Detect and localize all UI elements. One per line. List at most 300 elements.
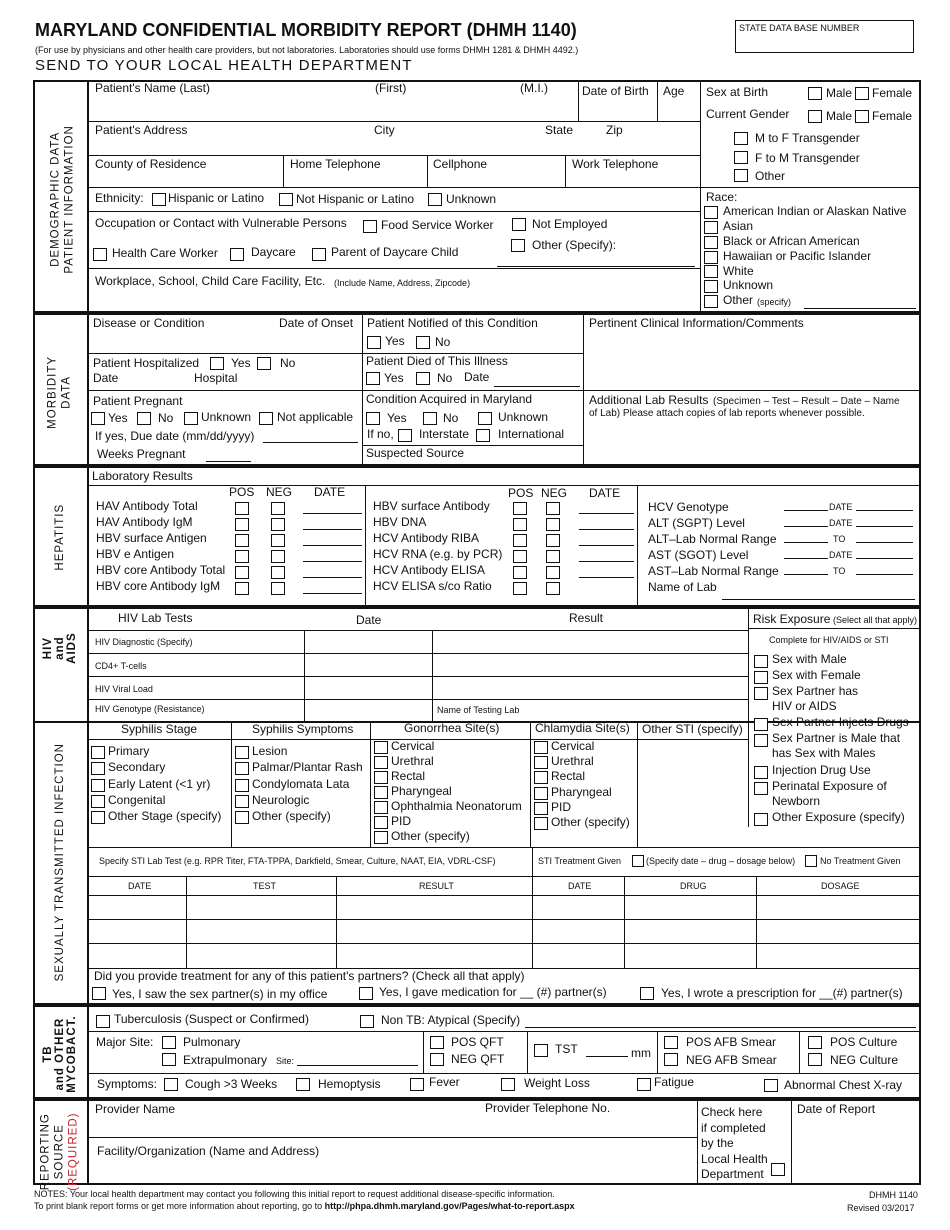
col-test: TEST — [253, 881, 277, 891]
pos-afb-label: POS AFB Smear — [686, 1035, 777, 1049]
hep-to-label: TO — [833, 566, 846, 576]
hospital-label: Hospital — [194, 371, 238, 385]
syphilis-stage-checkbox[interactable] — [91, 746, 105, 759]
chlamydia-site-label: Other (specify) — [551, 815, 630, 829]
risk-exposure-label: Risk Exposure — [753, 612, 831, 626]
hep-value-line[interactable] — [856, 510, 913, 511]
gonorrhea-site-label: Pharyngeal — [391, 784, 452, 798]
specify-lab-label: Specify STI Lab Test (e.g. RPR Titer, FTA-TPPA, Darkfield, Smear, Culture, NAAT, EIA, VDRL-CSF) — [99, 856, 496, 866]
gonorrhea-site-checkbox[interactable] — [374, 756, 388, 769]
pulmonary-checkbox[interactable] — [162, 1036, 176, 1049]
neg-header: NEG — [266, 485, 293, 499]
chlamydia-site-checkbox[interactable] — [534, 802, 548, 815]
gender-male-label: Male — [826, 109, 853, 123]
gender-other-checkbox[interactable] — [734, 169, 748, 182]
occupation-other-label: Other (Specify): — [532, 238, 617, 252]
sex-male-checkbox[interactable] — [808, 87, 822, 100]
died-no-label: No — [437, 371, 453, 385]
neg-afb-checkbox[interactable] — [664, 1053, 678, 1066]
provider-name-label: Provider Name — [95, 1102, 176, 1116]
hep-value-line[interactable] — [784, 510, 828, 511]
chlamydia-site-label: Rectal — [551, 769, 586, 784]
col-date2: DATE — [568, 881, 592, 891]
died-label: Patient Died of This Illness — [366, 354, 508, 368]
state-db-number-field[interactable] — [735, 20, 914, 53]
acquired-yes-checkbox[interactable] — [366, 412, 380, 425]
pregnant-yes-checkbox[interactable] — [91, 412, 105, 425]
footer-url[interactable]: http://phpa.dhmh.maryland.gov/Pages/what-to-report.aspx — [324, 1201, 575, 1211]
daycare-label: Daycare — [251, 245, 296, 259]
hep-neg-checkbox[interactable] — [271, 550, 285, 563]
testing-lab-label: Name of Testing Lab — [437, 705, 520, 715]
risk-option: Other Exposure (specify) — [772, 810, 905, 824]
age-label: Age — [663, 84, 685, 98]
gonorrhea-site-label: PID — [391, 814, 412, 828]
current-gender-label: Current Gender — [706, 107, 790, 121]
chlamydia-site-checkbox[interactable] — [534, 756, 548, 769]
non-tb-label: Non TB: Atypical (Specify) — [381, 1013, 521, 1027]
hep-date-line[interactable] — [303, 577, 362, 578]
fever-label: Fever — [429, 1075, 460, 1089]
hiv-lab-tests-label: HIV Lab Tests — [118, 611, 193, 625]
hiv-row-label: HIV Diagnostic (Specify) — [95, 637, 193, 647]
occupation-label: Occupation or Contact with Vulnerable Persons — [95, 216, 347, 230]
chlamydia-site-label: Urethral — [551, 754, 594, 769]
gender-male-checkbox[interactable] — [808, 110, 822, 123]
chlamydia-site-checkbox[interactable] — [534, 741, 548, 754]
hep-date-line[interactable] — [579, 577, 634, 578]
workplace-note: (Include Name, Address, Zipcode) — [334, 278, 471, 288]
ethnicity-unknown-label: Unknown — [446, 192, 497, 206]
syphilis-stage-checkbox[interactable] — [91, 795, 105, 808]
risk-checkbox[interactable] — [754, 813, 768, 826]
hemoptysis-checkbox[interactable] — [296, 1078, 310, 1091]
died-yes-checkbox[interactable] — [366, 372, 380, 385]
ethnicity-unknown-checkbox[interactable] — [428, 193, 442, 206]
notified-yes-checkbox[interactable] — [367, 336, 381, 349]
hep-neg-checkbox[interactable] — [546, 582, 560, 595]
footer-print — [34, 1201, 575, 1211]
additional-lab-note: (Specimen – Test – Result – Date – Name — [713, 396, 900, 407]
acquired-no-label: No — [443, 411, 459, 425]
hep-pos-checkbox[interactable] — [235, 518, 249, 531]
hcw-checkbox[interactable] — [93, 248, 107, 261]
tuberculosis-checkbox[interactable] — [96, 1015, 110, 1028]
hep-test-label: HCV ELISA s/co Ratio — [373, 579, 492, 593]
acquired-unknown-checkbox[interactable] — [478, 412, 492, 425]
died-no-checkbox[interactable] — [416, 372, 430, 385]
hep-neg-checkbox[interactable] — [546, 550, 560, 563]
partner-prescription-checkbox[interactable] — [640, 987, 654, 1000]
risk-option-cont: HIV or AIDS — [772, 699, 837, 713]
hep-neg-checkbox[interactable] — [546, 518, 560, 531]
no-treatment-checkbox[interactable] — [805, 855, 817, 867]
hep-value-line[interactable] — [784, 558, 828, 559]
gonorrhea-site-label: Cervical — [391, 739, 435, 753]
hep-test-label: HBV surface Antibody — [373, 499, 490, 513]
risk-checkbox[interactable] — [754, 655, 768, 668]
mm-label: mm — [631, 1046, 651, 1060]
disease-label: Disease or Condition — [93, 316, 205, 330]
hospitalized-yes-checkbox[interactable] — [210, 357, 224, 370]
pregnant-na-checkbox[interactable] — [259, 412, 273, 425]
lab-name-line[interactable] — [722, 599, 915, 600]
hep-level-label: Name of Lab — [648, 580, 717, 594]
morbidity-side-label: MORBIDITY DATA — [46, 355, 73, 429]
col-result: RESULT — [419, 881, 454, 891]
non-tb-checkbox[interactable] — [360, 1015, 374, 1028]
col-dosage: DOSAGE — [821, 881, 860, 891]
hep-pos-checkbox[interactable] — [513, 566, 527, 579]
hep-value-line[interactable] — [856, 526, 913, 527]
additional-lab-label: Additional Lab Results — [589, 393, 709, 407]
risk-option-cont: Newborn — [772, 794, 821, 808]
chlamydia-site-label: PID — [551, 799, 572, 814]
neg-culture-label: NEG Culture — [830, 1053, 899, 1067]
race-option: American Indian or Alaskan Native — [723, 204, 907, 218]
not-hispanic-checkbox[interactable] — [279, 193, 293, 206]
syphilis-stage-label: Congenital — [108, 792, 166, 807]
hep-neg-checkbox[interactable] — [546, 502, 560, 515]
died-yes-label: Yes — [384, 371, 404, 385]
syphilis-symptom-label: Palmar/Plantar Rash — [252, 760, 363, 775]
hep-pos-checkbox[interactable] — [235, 502, 249, 515]
gonorrhea-site-checkbox[interactable] — [374, 816, 388, 829]
sex-male-label: Male — [826, 86, 853, 100]
notified-label: Patient Notified of this Condition — [367, 316, 538, 330]
m-to-f-label: M to F Transgender — [755, 131, 860, 145]
sex-female-label: Female — [872, 86, 913, 100]
work-tel-label: Work Telephone — [572, 157, 659, 171]
hep-date_small-label: DATE — [829, 518, 853, 528]
race-other-label: Other — [723, 293, 754, 307]
name-last-label: Patient's Name (Last) — [95, 81, 211, 95]
hep-date-line[interactable] — [579, 513, 634, 514]
hep-test-label: HBV core Antibody Total — [96, 563, 226, 577]
hiv-row-label: CD4+ T-cells — [95, 661, 147, 671]
footer-print-text: To print blank report forms or get more information about reporting, go to — [34, 1201, 325, 1211]
date-header: DATE — [314, 485, 346, 499]
died-date-label: Date — [464, 370, 490, 384]
major-site-label: Major Site: — [96, 1035, 154, 1049]
race-checkbox[interactable] — [704, 280, 718, 293]
fatigue-checkbox[interactable] — [637, 1078, 651, 1091]
reporting-side-text: REPORTING SOURCE — [39, 1113, 66, 1191]
hep-neg-checkbox[interactable] — [271, 534, 285, 547]
chlamydia-site-label: Pharyngeal — [551, 784, 612, 799]
sex-female-checkbox[interactable] — [855, 87, 869, 100]
acquired-md-label: Condition Acquired in Maryland — [366, 392, 533, 406]
city-label: City — [374, 123, 395, 137]
hiv-date-label: Date — [356, 613, 382, 627]
acquired-yes-label: Yes — [387, 411, 407, 425]
hep-test-label: HCV Antibody RIBA — [373, 531, 480, 545]
pulmonary-label: Pulmonary — [183, 1035, 241, 1049]
facility-label: Facility/Organization (Name and Address) — [97, 1144, 320, 1158]
syphilis-stage-header: Syphilis Stage — [121, 722, 198, 736]
hep-neg-checkbox[interactable] — [271, 518, 285, 531]
race-option: Black or African American — [723, 234, 860, 248]
hep-date-line[interactable] — [579, 545, 634, 546]
race-other-note: (specify) — [757, 297, 792, 307]
hep-neg-checkbox[interactable] — [271, 582, 285, 595]
hospitalized-yes-label: Yes — [231, 356, 251, 370]
parent-daycare-checkbox[interactable] — [312, 248, 326, 261]
hepatitis-side-label: HEPATITIS — [53, 503, 66, 571]
hosp-date-label: Date — [93, 371, 119, 385]
f-to-m-label: F to M Transgender — [755, 151, 860, 165]
lab-results-label: Laboratory Results — [92, 469, 193, 483]
hep-test-label: HCV Antibody ELISA — [373, 563, 486, 577]
not-employed-checkbox[interactable] — [512, 218, 526, 231]
chlamydia-site-checkbox[interactable] — [534, 817, 548, 830]
gonorrhea-site-checkbox[interactable] — [374, 786, 388, 799]
xray-checkbox[interactable] — [764, 1079, 778, 1092]
pos-culture-checkbox[interactable] — [808, 1036, 822, 1049]
form-title: MARYLAND CONFIDENTIAL MORBIDITY REPORT (DHMH 1140) — [35, 20, 577, 40]
hep-value-line[interactable] — [856, 574, 913, 575]
fever-checkbox[interactable] — [410, 1078, 424, 1091]
syphilis-stage-label: Primary — [108, 744, 150, 758]
race-label: Race: — [706, 190, 738, 204]
pos-qft-label: POS QFT — [451, 1035, 504, 1049]
tst-label: TST — [555, 1042, 578, 1056]
gender-female-checkbox[interactable] — [855, 110, 869, 123]
hep-pos-checkbox[interactable] — [513, 518, 527, 531]
food-service-checkbox[interactable] — [363, 220, 377, 233]
syphilis-symptom-checkbox[interactable] — [235, 811, 249, 824]
occupation-other-checkbox[interactable] — [511, 239, 525, 252]
hep-date-line[interactable] — [579, 529, 634, 530]
gonorrhea-site-checkbox[interactable] — [374, 741, 388, 754]
ethnicity-label: Ethnicity: — [95, 191, 144, 205]
syphilis-stage-checkbox[interactable] — [91, 811, 105, 824]
pos-culture-label: POS Culture — [830, 1035, 898, 1049]
food-service-label: Food Service Worker — [381, 218, 494, 232]
hemoptysis-label: Hemoptysis — [318, 1077, 381, 1091]
syphilis-stage-checkbox[interactable] — [91, 762, 105, 775]
col-drug: DRUG — [680, 881, 707, 891]
hep-to-label: TO — [833, 534, 846, 544]
gender-female-label: Female — [872, 109, 913, 123]
hep-test-label: HBV DNA — [373, 515, 427, 529]
hep-date-line[interactable] — [303, 513, 362, 514]
tuberculosis-label: Tuberculosis (Suspect or Confirmed) — [114, 1012, 309, 1026]
race-checkbox[interactable] — [704, 206, 718, 219]
tb-side-label: TB and OTHER MYCOBACT. — [41, 1015, 79, 1093]
date-header: DATE — [589, 486, 621, 500]
notified-no-checkbox[interactable] — [416, 336, 430, 349]
mi-label: (M.I.) — [520, 81, 548, 95]
hep-pos-checkbox[interactable] — [513, 534, 527, 547]
hep-value-line[interactable] — [856, 542, 913, 543]
syphilis-symptom-label: Lesion — [252, 744, 288, 758]
partner-saw-checkbox[interactable] — [92, 987, 106, 1000]
syphilis-stage-checkbox[interactable] — [91, 779, 105, 792]
hep-value-line[interactable] — [784, 574, 828, 575]
neg-afb-label: NEG AFB Smear — [686, 1053, 777, 1067]
chlamydia-site-checkbox[interactable] — [534, 787, 548, 800]
neg-qft-checkbox[interactable] — [430, 1053, 444, 1066]
notified-yes-label: Yes — [385, 334, 405, 348]
extrapulmonary-label: Extrapulmonary — [183, 1053, 268, 1067]
hep-test-label: HAV Antibody IgM — [96, 515, 193, 529]
risk-complete-note: Complete for HIV/AIDS or STI — [769, 635, 889, 645]
hep-date-line[interactable] — [303, 545, 362, 546]
race-checkbox[interactable] — [704, 265, 718, 278]
hep-date-line[interactable] — [303, 593, 362, 594]
additional-lab-note2: of Lab) Please attach copies of lab reports whenever possible. — [589, 408, 865, 419]
syphilis-stage-label: Secondary — [108, 760, 166, 775]
sti-side-label: SEXUALLY TRANSMITTED INFECTION — [53, 743, 66, 982]
hep-level-label: AST–Lab Normal Range — [648, 564, 779, 578]
hep-test-label: HBV e Antigen — [96, 547, 175, 561]
syphilis-symptom-label: Other (specify) — [252, 809, 331, 824]
chlamydia-site-label: Cervical — [551, 739, 595, 753]
cough-label: Cough >3 Weeks — [185, 1077, 278, 1091]
tst-checkbox[interactable] — [534, 1044, 548, 1057]
partners-question: Did you provide treatment for any of this patient's partners? (Check all that apply) — [94, 969, 525, 983]
xray-label: Abnormal Chest X-ray — [784, 1078, 903, 1092]
lhd-check-label: Check here if completed by the Local Health Department — [701, 1105, 768, 1182]
treatment-given-checkbox[interactable] — [632, 855, 644, 867]
hep-value-line[interactable] — [856, 558, 913, 559]
pregnant-unknown-label: Unknown — [201, 410, 252, 424]
hispanic-checkbox[interactable] — [152, 193, 166, 206]
syphilis-symptom-checkbox[interactable] — [235, 762, 249, 775]
syphilis-symptoms-header: Syphilis Symptoms — [252, 722, 354, 736]
hep-pos-checkbox[interactable] — [235, 550, 249, 563]
pos-afb-checkbox[interactable] — [664, 1036, 678, 1049]
gonorrhea-site-label: Other (specify) — [391, 829, 470, 843]
pregnant-yes-label: Yes — [108, 411, 128, 425]
risk-option: Sex Partner has — [772, 684, 859, 698]
race-other-checkbox[interactable] — [704, 295, 718, 308]
address-label: Patient's Address — [95, 123, 188, 137]
hep-value-line[interactable] — [784, 542, 828, 543]
hispanic-label: Hispanic or Latino — [168, 191, 265, 205]
gonorrhea-site-checkbox[interactable] — [374, 801, 388, 814]
syphilis-symptom-label: Condylomata Lata — [252, 776, 350, 791]
lhd-checkbox[interactable] — [771, 1163, 785, 1176]
partner-saw-label: Yes, I saw the sex partner(s) in my office — [112, 987, 328, 1001]
hep-pos-checkbox[interactable] — [235, 534, 249, 547]
hep-date-line[interactable] — [303, 561, 362, 562]
race-checkbox[interactable] — [704, 251, 718, 264]
pos-qft-checkbox[interactable] — [430, 1036, 444, 1049]
hep-neg-checkbox[interactable] — [271, 566, 285, 579]
county-label: County of Residence — [95, 157, 207, 171]
syphilis-symptom-checkbox[interactable] — [235, 795, 249, 808]
m-to-f-checkbox[interactable] — [734, 132, 748, 145]
hep-pos-checkbox[interactable] — [513, 502, 527, 515]
risk-checkbox[interactable] — [754, 718, 768, 731]
race-checkbox[interactable] — [704, 221, 718, 234]
cough-checkbox[interactable] — [164, 1078, 178, 1091]
hep-pos-checkbox[interactable] — [235, 566, 249, 579]
pregnant-no-label: No — [158, 411, 174, 425]
hep-pos-checkbox[interactable] — [513, 550, 527, 563]
pregnant-no-checkbox[interactable] — [137, 412, 151, 425]
pos-header: POS — [508, 486, 534, 500]
risk-checkbox[interactable] — [754, 782, 768, 795]
name-first-label: (First) — [375, 81, 407, 95]
hep-neg-checkbox[interactable] — [546, 566, 560, 579]
risk-checkbox[interactable] — [754, 671, 768, 684]
race-option: Unknown — [723, 278, 774, 292]
reporting-side-label — [39, 1102, 80, 1202]
hiv-result-label: Result — [569, 611, 604, 625]
hospitalized-no-checkbox[interactable] — [257, 357, 271, 370]
state-label: State — [545, 123, 574, 137]
syphilis-symptom-label: Neurologic — [252, 792, 310, 807]
required-text: (REQUIRED) — [66, 1112, 79, 1191]
hep-date-line[interactable] — [303, 529, 362, 530]
symptoms-label: Symptoms: — [97, 1077, 158, 1091]
hep-pos-checkbox[interactable] — [235, 582, 249, 595]
chlamydia-header: Chlamydia Site(s) — [535, 721, 630, 735]
other-sti-header: Other STI (specify) — [642, 722, 743, 736]
international-checkbox[interactable] — [476, 429, 490, 442]
neg-culture-checkbox[interactable] — [808, 1053, 822, 1066]
chlamydia-site-checkbox[interactable] — [534, 771, 548, 784]
gonorrhea-site-checkbox[interactable] — [374, 831, 388, 844]
hep-neg-checkbox[interactable] — [271, 502, 285, 515]
acquired-no-checkbox[interactable] — [423, 412, 437, 425]
f-to-m-checkbox[interactable] — [734, 151, 748, 164]
gonorrhea-site-checkbox[interactable] — [374, 771, 388, 784]
hep-level-label: ALT–Lab Normal Range — [648, 532, 777, 546]
due-date-label: If yes, Due date (mm/dd/yyyy) — [95, 429, 255, 443]
syphilis-symptom-checkbox[interactable] — [235, 746, 249, 759]
fatigue-label: Fatigue — [654, 1075, 695, 1089]
risk-option: Sex Partner is Male that — [772, 731, 901, 745]
hep-date-line[interactable] — [579, 561, 634, 562]
hep-pos-checkbox[interactable] — [513, 582, 527, 595]
suspected-source-label: Suspected Source — [366, 446, 465, 460]
hep-value-line[interactable] — [784, 526, 828, 527]
gonorrhea-site-label: Ophthalmia Neonatorum — [391, 799, 522, 813]
zip-label: Zip — [606, 123, 623, 137]
hep-level-label: ALT (SGPT) Level — [648, 516, 745, 530]
acquired-unknown-label: Unknown — [498, 410, 549, 424]
hcw-label: Health Care Worker — [112, 246, 218, 260]
daycare-checkbox[interactable] — [230, 248, 244, 261]
weight-loss-checkbox[interactable] — [501, 1078, 515, 1091]
hep-date_small-label: DATE — [829, 550, 853, 560]
onset-label: Date of Onset — [279, 316, 354, 330]
risk-checkbox[interactable] — [754, 766, 768, 779]
race-option: Hawaiian or Pacific Islander — [723, 249, 872, 263]
pregnant-unknown-checkbox[interactable] — [184, 412, 198, 425]
partner-medication-checkbox[interactable] — [359, 987, 373, 1000]
risk-exposure-note: (Select all that apply) — [833, 615, 918, 625]
risk-checkbox[interactable] — [754, 734, 768, 747]
interstate-label: Interstate — [419, 427, 470, 441]
sex-at-birth-label: Sex at Birth — [706, 85, 769, 99]
hiv-row-label: HIV Genotype (Resistance) — [95, 704, 205, 714]
hospitalized-no-label: No — [280, 356, 296, 370]
race-checkbox[interactable] — [704, 236, 718, 249]
extrapulmonary-checkbox[interactable] — [162, 1053, 176, 1066]
interstate-checkbox[interactable] — [398, 429, 412, 442]
syphilis-stage-label: Early Latent (<1 yr) — [108, 776, 211, 791]
risk-checkbox[interactable] — [754, 687, 768, 700]
hep-neg-checkbox[interactable] — [546, 534, 560, 547]
pos-header: POS — [229, 485, 255, 499]
syphilis-symptom-checkbox[interactable] — [235, 779, 249, 792]
hospitalized-label: Patient Hospitalized — [93, 356, 200, 370]
